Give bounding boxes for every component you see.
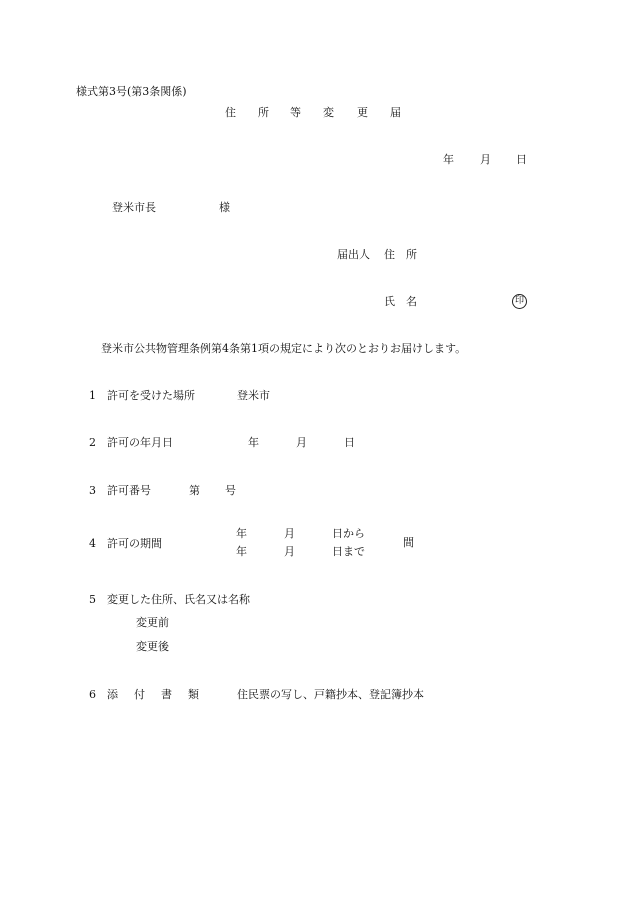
applicant-name-label: 氏 名 xyxy=(384,295,417,308)
seal-mark-icon: 印 xyxy=(512,294,527,309)
item-number: 3 xyxy=(89,484,96,497)
applicant-address-label: 住 所 xyxy=(384,248,417,261)
item2-label: 許可の年月日 xyxy=(107,436,173,449)
item2-day: 日 xyxy=(344,436,355,449)
date-year: 年 xyxy=(443,153,454,166)
item4-from-year: 年 xyxy=(236,527,247,540)
item6-label-char: 添 xyxy=(107,688,118,701)
item-number: 1 xyxy=(89,389,96,402)
addressee-honorific: 様 xyxy=(219,201,230,214)
item4-to-day: 日まで xyxy=(332,545,365,558)
item1-label: 許可を受けた場所 xyxy=(107,389,195,402)
item6-label-char: 書 xyxy=(161,688,172,701)
item4-to-month: 月 xyxy=(284,545,295,558)
item6-label-char: 付 xyxy=(134,688,145,701)
date-day: 日 xyxy=(516,153,527,166)
addressee-name: 登米市長 xyxy=(112,201,156,214)
title-char: 更 xyxy=(357,106,368,119)
item3-label: 許可番号 xyxy=(107,484,151,497)
item-number: 2 xyxy=(89,436,96,449)
item2-year: 年 xyxy=(248,436,259,449)
title-char: 等 xyxy=(290,106,301,119)
title-char: 変 xyxy=(323,106,334,119)
item5-before: 変更前 xyxy=(136,616,169,629)
item4-period: 間 xyxy=(403,536,414,549)
item-number: 4 xyxy=(89,537,96,550)
form-number-label: 様式第3号(第3条関係) xyxy=(76,85,187,98)
item3-suffix: 号 xyxy=(225,484,236,497)
title-char: 住 xyxy=(225,106,236,119)
item4-to-year: 年 xyxy=(236,545,247,558)
item-number: 5 xyxy=(89,593,96,606)
item5-after: 変更後 xyxy=(136,640,169,653)
item4-from-day: 日から xyxy=(332,527,365,540)
statement-text: 登米市公共物管理条例第4条第1項の規定により次のとおりお届けします。 xyxy=(101,342,467,355)
title-char: 所 xyxy=(258,106,269,119)
item4-label: 許可の期間 xyxy=(107,537,162,550)
item6-value: 住民票の写し、戸籍抄本、登記簿抄本 xyxy=(237,688,424,701)
date-month: 月 xyxy=(480,153,491,166)
applicant-label: 届出人 xyxy=(337,248,370,261)
item4-from-month: 月 xyxy=(284,527,295,540)
item-number: 6 xyxy=(89,688,96,701)
item3-prefix: 第 xyxy=(189,484,200,497)
item5-label: 変更した住所、氏名又は名称 xyxy=(107,593,250,606)
item6-label-char: 類 xyxy=(188,688,199,701)
item2-month: 月 xyxy=(296,436,307,449)
item1-value: 登米市 xyxy=(237,389,270,402)
title-char: 届 xyxy=(390,106,401,119)
